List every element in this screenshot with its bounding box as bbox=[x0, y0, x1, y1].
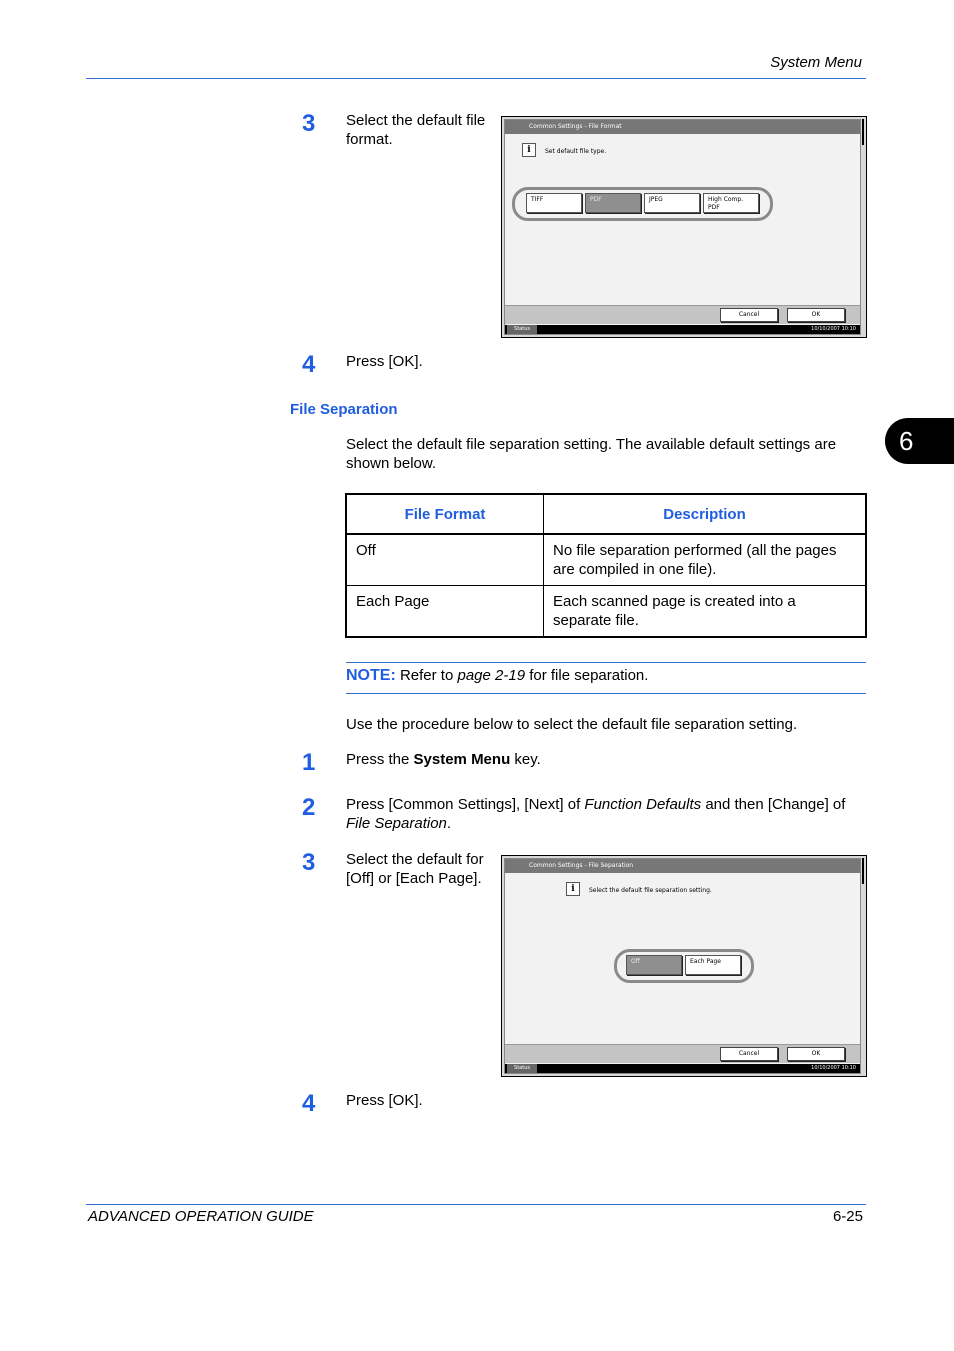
option-jpeg[interactable]: JPEG bbox=[644, 193, 700, 213]
option-label: High Comp. PDF bbox=[708, 196, 744, 211]
info-icon: i bbox=[522, 143, 536, 157]
key-name: System Menu bbox=[413, 751, 511, 768]
cancel-button[interactable]: Cancel bbox=[720, 1047, 778, 1061]
footer-guide-title: ADVANCED OPERATION GUIDE bbox=[88, 1208, 314, 1225]
option-pdf[interactable]: PDF bbox=[585, 193, 641, 213]
section-heading: File Separation bbox=[290, 401, 398, 418]
screen-message: Set default file type. bbox=[545, 148, 607, 155]
note-text-pre: Refer to bbox=[399, 667, 458, 684]
running-header-title: System Menu bbox=[770, 54, 862, 71]
info-icon: i bbox=[566, 882, 580, 896]
table-cell: No file separation performed (all the pages are compiled in one file). bbox=[544, 534, 867, 586]
option-off[interactable]: Off bbox=[626, 955, 682, 975]
option-tiff[interactable]: TIFF bbox=[526, 193, 582, 213]
table-cell: Each Page bbox=[346, 586, 544, 638]
note-label: NOTE: bbox=[346, 667, 396, 684]
menu-name: File Separation bbox=[346, 815, 447, 832]
scrollbar[interactable] bbox=[862, 119, 864, 145]
header-rule bbox=[86, 78, 866, 79]
step-text: Select the default for [Off] or [Each Page]. bbox=[346, 851, 484, 887]
footer-rule bbox=[86, 1204, 866, 1205]
settings-table bbox=[345, 493, 867, 638]
column-header: File Format bbox=[346, 494, 544, 534]
screenshot-file-format bbox=[501, 116, 867, 338]
screen-button-bar bbox=[505, 1044, 860, 1063]
step-text: Select the default file format. bbox=[346, 112, 486, 148]
cancel-button[interactable]: Cancel bbox=[720, 308, 778, 322]
screen-panel bbox=[504, 858, 861, 1074]
screen-title: Common Settings - File Format bbox=[505, 120, 860, 134]
status-button[interactable]: Status bbox=[507, 325, 537, 334]
option-group bbox=[614, 949, 754, 983]
screenshot-file-separation bbox=[501, 855, 867, 1077]
page-reference-link[interactable]: page 2-19 bbox=[457, 667, 526, 684]
status-button[interactable]: Status bbox=[507, 1064, 537, 1073]
step-number: 3 bbox=[302, 849, 316, 876]
step-text-part: Press [Common Settings], [Next] of bbox=[346, 796, 585, 813]
step-text-part: key. bbox=[510, 751, 541, 768]
menu-name: Function Defaults bbox=[584, 796, 702, 813]
ok-button[interactable]: OK bbox=[787, 1047, 845, 1061]
option-high-comp-pdf[interactable] bbox=[703, 193, 759, 213]
status-bar bbox=[505, 325, 860, 334]
step-text bbox=[346, 795, 866, 833]
screen-title: Common Settings - File Separation bbox=[505, 859, 860, 873]
procedure-intro: Use the procedure below to select the default file separation setting. bbox=[346, 716, 798, 733]
table-row bbox=[346, 586, 866, 638]
screen-message: Select the default file separation setting. bbox=[589, 887, 712, 894]
table-header-row bbox=[346, 494, 866, 534]
step-number: 2 bbox=[302, 794, 316, 821]
column-header: Description bbox=[544, 494, 867, 534]
note-content bbox=[346, 667, 648, 685]
option-each-page[interactable]: Each Page bbox=[685, 955, 741, 975]
screen-panel bbox=[504, 119, 861, 335]
status-bar bbox=[505, 1064, 860, 1073]
step-text-part: and then [Change] of bbox=[701, 796, 846, 813]
note-text-post: for file separation. bbox=[525, 667, 649, 684]
step-number: 4 bbox=[302, 1090, 316, 1117]
section-intro: Select the default file separation setting. The available default settings are shown below. bbox=[346, 436, 837, 472]
step-number: 4 bbox=[302, 351, 316, 378]
screen-button-bar bbox=[505, 305, 860, 324]
step-number: 3 bbox=[302, 110, 316, 137]
status-datetime: 10/10/2007 10:10 bbox=[811, 1065, 856, 1071]
table-row bbox=[346, 534, 866, 586]
status-datetime: 10/10/2007 10:10 bbox=[811, 326, 856, 332]
scrollbar[interactable] bbox=[862, 858, 864, 884]
table-cell: Off bbox=[346, 534, 544, 586]
step-text-part: Press the bbox=[346, 751, 414, 768]
table-cell: Each scanned page is created into a separate file. bbox=[544, 586, 867, 638]
option-group bbox=[512, 187, 773, 221]
step-number: 1 bbox=[302, 749, 316, 776]
page-number: 6-25 bbox=[832, 1208, 863, 1225]
step-text: Press [OK]. bbox=[346, 1092, 423, 1109]
note-box bbox=[346, 662, 866, 694]
ok-button[interactable]: OK bbox=[787, 308, 845, 322]
step-text: Press [OK]. bbox=[346, 353, 423, 370]
chapter-tab: 6 bbox=[885, 418, 954, 464]
step-text-part: . bbox=[446, 815, 452, 832]
step-text bbox=[346, 750, 866, 769]
